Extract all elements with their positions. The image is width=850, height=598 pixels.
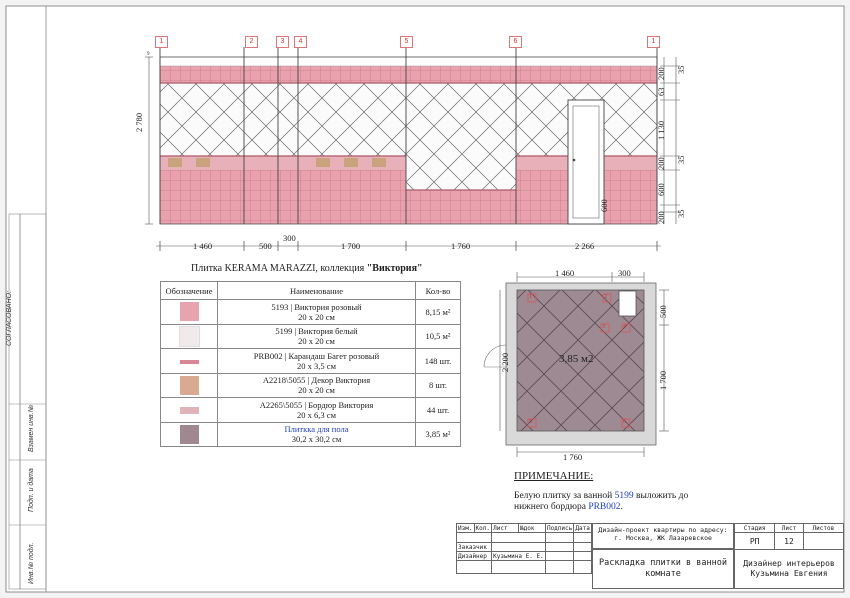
bottom-dim: 500 bbox=[259, 241, 272, 251]
corner-mark: 1 bbox=[529, 294, 532, 300]
axis-marker: 1 bbox=[647, 36, 660, 48]
corner-mark: 4 bbox=[623, 324, 626, 330]
tile-spec-table bbox=[160, 281, 461, 447]
right-dim: 600 bbox=[656, 183, 666, 196]
inv-orig-label: Инв.№ подл. bbox=[28, 542, 35, 584]
plan-dim: 300 bbox=[618, 268, 631, 278]
floor-area-label: 3,85 м2 bbox=[559, 353, 594, 365]
table-row: A2218\5055 | Декор Виктория 20 х 20 см 8 шт. bbox=[161, 373, 461, 398]
tile-swatch bbox=[180, 407, 199, 414]
axis-marker: 6 bbox=[509, 36, 522, 48]
project-address: Дизайн-проект квартиры по адресу: г. Москва, ЖК Лазаревское bbox=[592, 523, 734, 549]
bottom-dim: 1 760 bbox=[451, 241, 471, 251]
corner-mark: 6 bbox=[623, 419, 626, 425]
approval-label: СОГЛАСОВАНО: bbox=[6, 290, 13, 346]
tile-swatch bbox=[180, 360, 199, 364]
plan-dim: 1 460 bbox=[555, 268, 575, 278]
note-title: ПРИМЕЧАНИЕ: bbox=[514, 470, 594, 482]
plan-dim: 1 700 bbox=[658, 370, 668, 390]
axis-marker: 1 bbox=[155, 36, 168, 48]
table-row: 5193 | Виктория розовый 20 х 20 см 8,15 м² bbox=[161, 300, 461, 325]
axis-marker: 5 bbox=[400, 36, 413, 48]
right-dim: 35 bbox=[676, 65, 686, 74]
bottom-dim: 300 bbox=[283, 233, 296, 243]
plan-dim: 500 bbox=[658, 305, 668, 318]
wall-elevation bbox=[145, 47, 680, 251]
bottom-dim: 2 266 bbox=[575, 241, 595, 251]
plan-dim: 2 200 bbox=[500, 352, 510, 372]
table-row: PRB002 | Карандаш Багет розовый 20 х 3,5 см 148 шт. bbox=[161, 349, 461, 374]
title-block-signatures: Изм. Кол. Лист №док Подпись Дата Заказчик Дизайнер Кузьмина Е. Е. bbox=[456, 523, 592, 574]
corner-mark: 2 bbox=[604, 294, 607, 300]
col-header: Кол-во bbox=[416, 282, 461, 300]
tile-swatch bbox=[180, 302, 199, 321]
col-header: Обозначение bbox=[161, 282, 218, 300]
tile-swatch bbox=[180, 376, 199, 395]
right-dim: 63 bbox=[656, 87, 666, 96]
bottom-dim: 1 700 bbox=[341, 241, 361, 251]
table-row: A2265\5055 | Бордюр Виктория 20 х 6,3 см 44 шт. bbox=[161, 398, 461, 423]
note-text: Белую плитку за ванной 5199 выложить до нижнего бордюра PRB002. bbox=[514, 491, 689, 512]
right-dim: 35 bbox=[676, 155, 686, 164]
title-block-stage: Стадия Лист Листов РП 12 bbox=[734, 523, 844, 550]
sign-date-label: Подп. и дата bbox=[28, 468, 35, 512]
right-dim: 1 130 bbox=[656, 120, 666, 140]
plan-dim: 1 760 bbox=[563, 452, 583, 462]
tile-swatch bbox=[180, 425, 199, 444]
bottom-dim: 1 460 bbox=[193, 241, 213, 251]
right-dim: 200 bbox=[656, 67, 666, 80]
right-dim: 200 bbox=[656, 157, 666, 170]
table-row: 5199 | Виктория белый 20 х 20 см 10,5 м² bbox=[161, 324, 461, 349]
tile-swatch bbox=[179, 326, 200, 347]
axis-marker: 3 bbox=[276, 36, 289, 48]
right-dim: 200 bbox=[656, 211, 666, 224]
axis-marker: 4 bbox=[294, 36, 307, 48]
axis-marker: 2 bbox=[245, 36, 258, 48]
corner-mark: 5 bbox=[529, 419, 532, 425]
right-dim: 35 bbox=[676, 209, 686, 218]
corner-mark: 3 bbox=[602, 324, 605, 330]
total-height-dim: 2 780 bbox=[134, 112, 144, 132]
drawing-title: Раскладка плитки в ванной комнате bbox=[592, 549, 734, 589]
replace-inv-label: Взамен инв.№ bbox=[28, 404, 35, 452]
recess-dim: 600 bbox=[599, 199, 609, 212]
top-dim: 9 bbox=[147, 52, 150, 57]
table-row: Плиткка для пола 30,2 х 30,2 см 3,85 м² bbox=[161, 422, 461, 447]
designer-credit: Дизайнер интерьеров Кузьмина Евгения bbox=[734, 549, 844, 589]
col-header: Наименование bbox=[218, 282, 416, 300]
table-title: Плитка KERAMA MARAZZI, коллекция "Виктория" bbox=[191, 263, 423, 274]
